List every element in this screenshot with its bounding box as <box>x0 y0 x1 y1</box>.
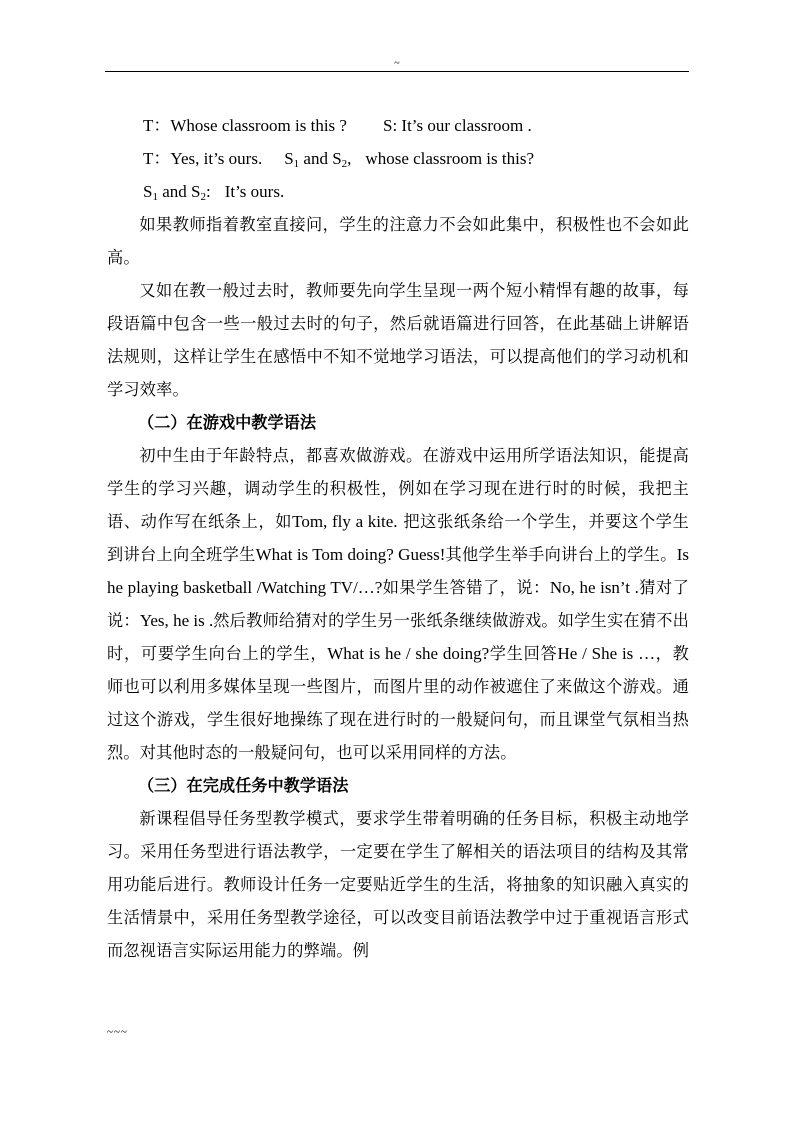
dialogue-text: It’s ours. <box>224 182 285 201</box>
dialogue-line-3 <box>107 175 689 208</box>
speaker-t: T： <box>143 116 171 135</box>
dialogue-text: whose classroom is this? <box>365 149 534 168</box>
section-heading: （二）在游戏中教学语法 <box>138 413 317 432</box>
speaker-s: $S_1$ and $S_2$, <box>284 149 352 170</box>
header-mark: ~ <box>394 58 400 69</box>
speaker-s: S: <box>382 116 398 135</box>
dialogue-text: It’s our classroom . <box>401 116 532 135</box>
speaker-s: $S_1$ and $S_2$: <box>143 182 211 203</box>
dialogue-text: Whose classroom is this ? <box>170 116 347 135</box>
dialogue-line-2 <box>107 142 689 175</box>
paragraph: 又如在教一般过去时，教师要先向学生呈现一两个短小精悍有趣的故事，每段语篇中包含一些一般过去时的句子，然后就语篇进行回答，在此基础上讲解语法规则，这样让学生在感悟中不知不觉地学习语法，可以提高他们的学习动机和学习效率。 <box>107 281 689 399</box>
speaker-t: T： <box>143 149 171 168</box>
section-heading: （三）在完成任务中教学语法 <box>138 776 349 795</box>
paragraph: 初中生由于年龄特点，都喜欢做游戏。在游戏中运用所学语法知识，能提高学生的学习兴趣，调动学生的积极性，例如在学习现在进行时的时候，我把主语、动作写在纸条上，如Tom, fly a kite. 把这张纸条给一个学生，并要这个学生到讲台上向全班学生What is Tom doing? Guess!其他学生举手向讲台上的学生。Is he playing basketball /Watching TV/…?如果学生答错了，说：No, he isn’t .猜对了说：Yes, he is .然后教师给猜对的学生另一张纸条继续做游戏。如学生实在猜不出时，可要学生向台上的学生，What is he / she doing?学生回答He / She is …，教师也可以利用多媒体呈现一些图片，而图片里的动作被遮住了来做这个游戏。通过这个游戏，学生很好地操练了现在进行时的一般疑问句，而且课堂气氛相当热烈。对其他时态的一般疑问句，也可以采用同样的方法。 <box>107 446 689 762</box>
dialogue-line-1 <box>107 109 689 142</box>
paragraph: 新课程倡导任务型教学模式，要求学生带着明确的任务目标，积极主动地学习。采用任务型进行语法教学，一定要在学生了解相关的语法项目的结构及其常用功能后进行。教师设计任务一定要贴近学生的生活，将抽象的知识融入真实的生活情景中，采用任务型教学途径，可以改变目前语法教学中过于重视语言形式而忽视语言实际运用能力的弊端。例 <box>107 809 689 960</box>
footer-mark: ~~~ <box>107 1026 128 1038</box>
dialogue-text: Yes, it’s ours. <box>170 149 263 168</box>
document-body <box>107 109 689 967</box>
header-rule <box>105 71 689 72</box>
paragraph: 如果教师指着教室直接问，学生的注意力不会如此集中，积极性也不会如此高。 <box>107 215 689 267</box>
